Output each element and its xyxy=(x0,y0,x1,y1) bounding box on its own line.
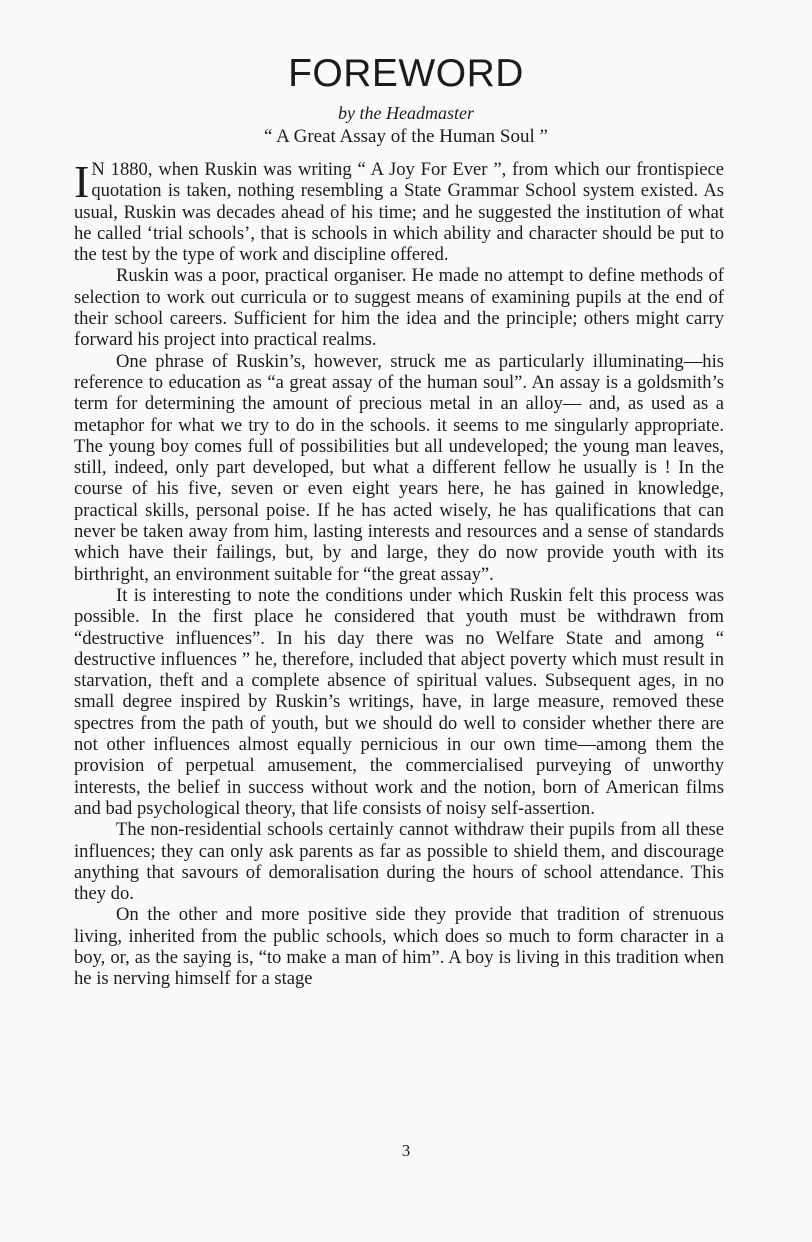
page-number: 3 xyxy=(401,1141,411,1160)
subtitle: “ A Great Assay of the Human Soul ” xyxy=(264,126,548,147)
paragraph-1-text: N 1880, when Ruskin was writing “ A Joy For Ever ”, from which our frontispiece quotation is taken, nothing resembling a State Grammar School system existed. As usual, Ruskin was decades ahead of his time; and he suggested the institution of what he called ‘trial schools’, that is schools in which ability and character should be put to the test by the type of work and discipline offered. xyxy=(74,159,724,266)
paragraph-6: On the other and more positive side they provide that tradition of strenuous living, inherited from the public schools, which does so much to form character in a boy, or, as the saying is, “to make a man of him”. A boy is living in this tradition when he is nerving himself for a stage xyxy=(74,904,724,990)
paragraph-4: It is interesting to note the conditions under which Ruskin felt this process was possible. In the first place he considered that youth must be withdrawn from “destructive influences”. In his day there was no Welfare State and among “ destructive influences ” he, therefore, included that abject poverty which must result in starvation, theft and a complete absence of spiritual values. Subsequent ages, in no small degree inspired by Ruskin’s writings, have, in large measure, removed these spectres from the path of youth, but we should do well to consider whether there are not other influences almost equally pernicious in our own time—among them the provision of perpetual amusement, the commercialised purveying of unworthy interests, the belief in success without work and the notion, born of American films and bad psychological theory, that life consists of noisy self-assertion. xyxy=(74,584,724,819)
paragraph-1 xyxy=(74,156,724,266)
byline: by the Headmaster xyxy=(338,103,474,123)
body-text xyxy=(74,156,724,990)
page-title: FOREWORD xyxy=(288,52,524,95)
paragraph-5: The non-residential schools certainly cannot withdraw their pupils from all these influences; they can only ask parents as far as possible to shield them, and discourage anything that savours of demoralisation during the hours of school attendance. This they do. xyxy=(74,819,724,905)
drop-cap: I xyxy=(74,156,90,207)
paragraph-2: Ruskin was a poor, practical organiser. He made no attempt to define methods of selection to work out curricula or to suggest means of examining pupils at the end of their school careers. Sufficient for him the idea and the principle; others might carry forward his project into practical realms. xyxy=(74,265,724,351)
paragraph-3: One phrase of Ruskin’s, however, struck me as particularly illuminating—his reference to education as “a great assay of the human soul”. An assay is a goldsmith’s term for determining the amount of precious metal in an alloy— and, as used as a metaphor for what we try to do in the schools. it seems to me singularly appropriate. The young boy comes full of possibilities but all undeveloped; the young man leaves, still, indeed, only part developed, but what a different fellow he usually is ! In the course of his five, seven or even eight years here, he has gained in knowledge, practical skills, personal poise. If he has acted wisely, he has qualifications that can never be taken away from him, lasting interests and resources and a sense of standards which have their failings, but, by and large, they do now provide youth with its birthright, an environment suitable for “the great assay”. xyxy=(74,350,724,585)
